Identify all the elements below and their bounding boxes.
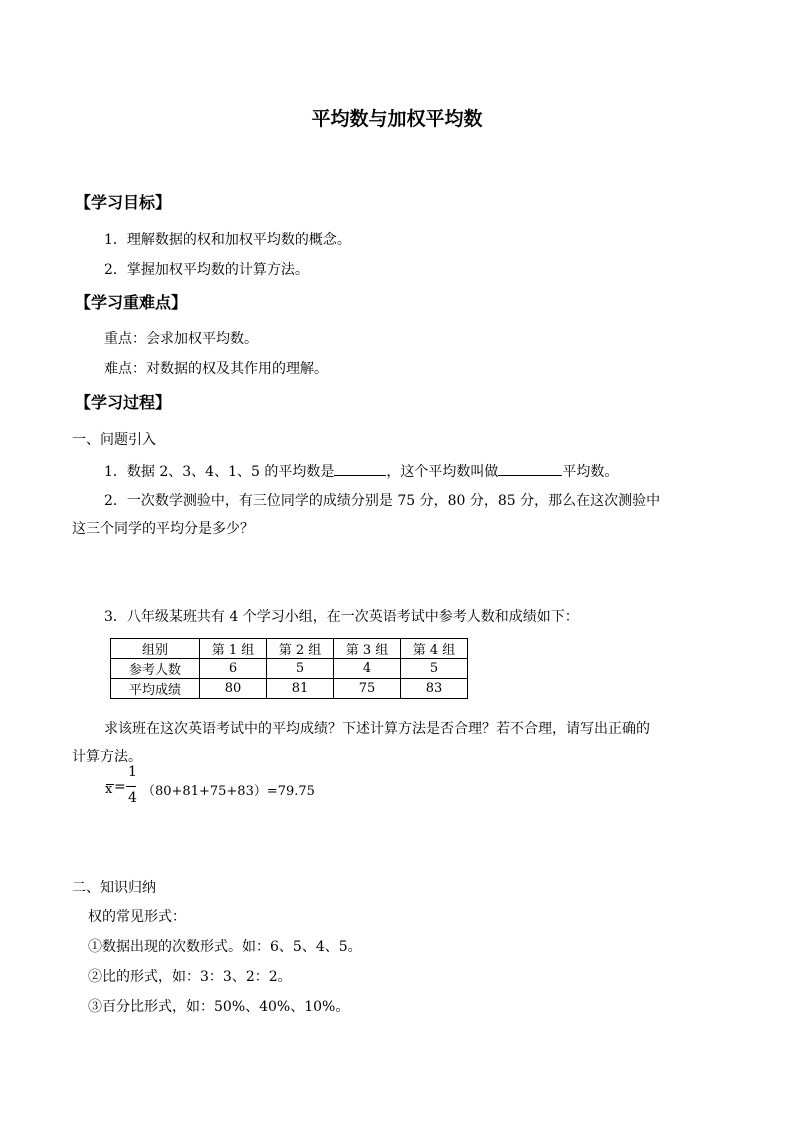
- weight-form-item: ①数据出现的次数形式。如：6、5、4、5。: [88, 939, 362, 955]
- question-1-text-a: 1．数据 2、3、4、1、5 的平均数是: [104, 464, 335, 480]
- table-header-cell: 第 4 组: [401, 639, 468, 659]
- keypoint-item: 重点：会求加权平均数。: [104, 331, 258, 347]
- page-title: 平均数与加权平均数: [311, 108, 483, 130]
- formula-numerator: 1: [128, 764, 137, 780]
- table-cell: 80: [200, 679, 267, 699]
- score-table: [110, 638, 468, 699]
- table-cell: 5: [267, 659, 334, 679]
- question-3-ask-line-2: 计算方法。: [72, 749, 142, 765]
- table-header-cell: 第 1 组: [200, 639, 267, 659]
- fraction-bar: [126, 786, 136, 787]
- table-header-row: [111, 639, 468, 659]
- table-cell: 75: [334, 679, 401, 699]
- formula-denominator: 4: [128, 790, 137, 806]
- keypoint-item: 难点：对数据的权及其作用的理解。: [104, 361, 328, 377]
- table-header-cell: 第 2 组: [267, 639, 334, 659]
- answer-blank[interactable]: [334, 461, 386, 476]
- table-row: [111, 679, 468, 699]
- formula-expression: （80+81+75+83）=79.75: [142, 784, 315, 799]
- weight-form-item: ③百分比形式，如：50%、40%、10%。: [88, 999, 350, 1015]
- goal-item: 2．掌握加权平均数的计算方法。: [104, 262, 309, 278]
- question-2-line-1: 2．一次数学测验中，有三位同学的成绩分别是 75 分，80 分，85 分，那么在这次测验中: [104, 493, 661, 509]
- question-3: 3．八年级某班共有 4 个学习小组，在一次英语考试中参考人数和成绩如下：: [104, 609, 579, 625]
- table-header-cell: 组别: [111, 639, 200, 659]
- table-cell: 参考人数: [111, 659, 200, 679]
- keypoints-heading: 【学习重难点】: [75, 293, 188, 312]
- question-1-text-b: ，这个平均数叫做: [386, 464, 499, 480]
- formula-equals: =: [114, 779, 126, 795]
- table-cell: 平均成绩: [111, 679, 200, 699]
- table-cell: 83: [401, 679, 468, 699]
- question-1-text-c: 平均数。: [562, 464, 619, 480]
- goals-heading: 【学习目标】: [75, 193, 172, 212]
- table-cell: 6: [200, 659, 267, 679]
- question-1: [104, 461, 618, 482]
- part2-intro: 权的常见形式：: [88, 909, 186, 925]
- goal-item: 1．理解数据的权和加权平均数的概念。: [104, 232, 351, 248]
- weight-form-item: ②比的形式，如：3：3、2：2。: [88, 969, 292, 985]
- table-cell: 81: [267, 679, 334, 699]
- part2-heading: 二、知识归纳: [72, 880, 156, 896]
- table-cell: 4: [334, 659, 401, 679]
- process-heading: 【学习过程】: [75, 393, 172, 412]
- answer-blank[interactable]: [498, 461, 562, 476]
- table-cell: 5: [401, 659, 468, 679]
- formula-xbar: x: [105, 782, 113, 797]
- part1-heading: 一、问题引入: [72, 432, 156, 448]
- table-row: [111, 659, 468, 679]
- question-2-line-2: 这三个同学的平均分是多少？: [72, 521, 254, 537]
- table-header-cell: 第 3 组: [334, 639, 401, 659]
- question-3-ask-line-1: 求该班在这次英语考试中的平均成绩？下述计算方法是否合理？若不合理，请写出正确的: [104, 721, 650, 737]
